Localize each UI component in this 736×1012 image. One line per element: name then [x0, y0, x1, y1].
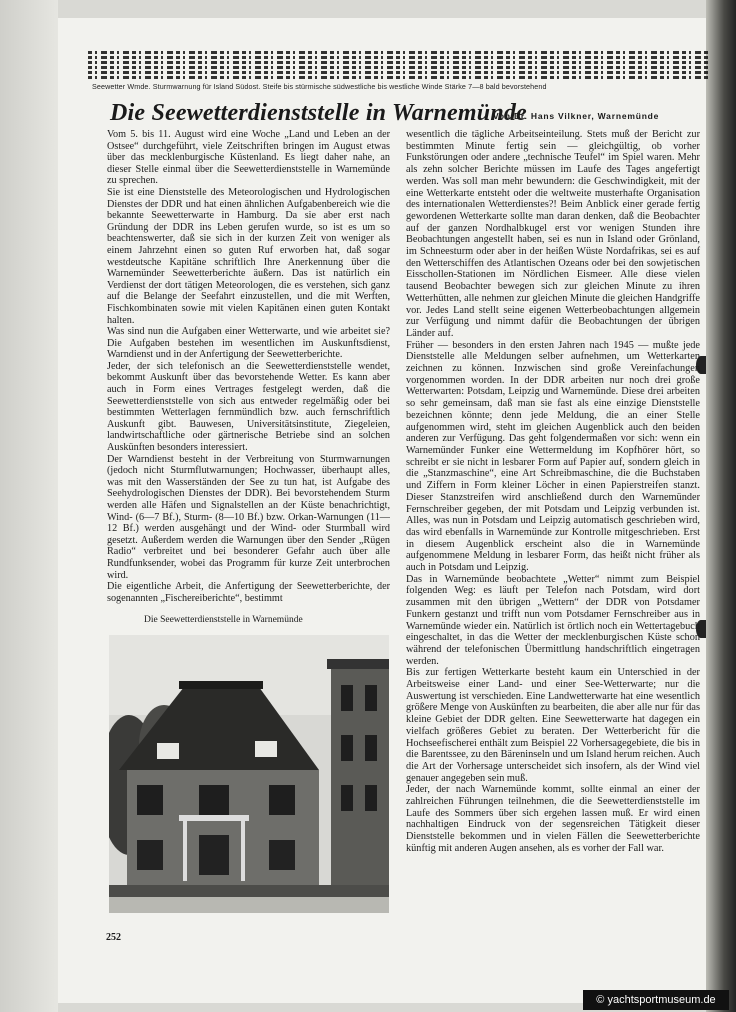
source-watermark: © yachtsportmuseum.de [583, 990, 729, 1010]
book-spine-shadow [706, 0, 736, 1012]
weather-station-building-image [109, 635, 389, 913]
morse-code-strip [88, 49, 708, 79]
headline-row [110, 100, 710, 128]
page-number: 252 [106, 932, 121, 943]
page-left-margin [0, 0, 58, 1012]
paragraph: Früher — besonders in den ersten Jahren nach 1945 — mußte jede Dienststelle alle Meldungen selber aufnehmen, um Wetterkarten zeichnen zu können. Inzwischen sind große Vereinfachungen vorgenommen worden. In der DDR arbeiten nur noch drei große Wetterwarten: Potsdam, Leipzig und Warnemünde. Diese drei arbeiten so sehr gemeinsam, daß man sie fast als eine einzige Dienststelle bezeichnen könnte; denn jede Meldung, die an einer Stelle aufgenommen wird, steht im gleichen Augenblick auch den beiden anderen zur Verfügung. Das geht folgendermaßen vor sich: wenn ein Warnemünder Funker eine Wettermeldung im Kopfhörer hört, so schreibt er sie nicht in lesbarer Form auf Papier auf, sondern gleich in die „Stanzmaschine“, eine Art Schreibmaschine, die die Buchstaben und Ziffern in Form kleiner Löcher in einen Papierstreifen stanzt. Dieser Stanzstreifen wird anschließend durch den Warnemünder Fernschreiber gegeben, der mit Potsdam und Leipzig verbunden ist. Alles, was nun in Potsdam und Leipzig automatisch geschrieben wird, das wird ebenfalls in Warnemünde zur Kontrolle mitgeschrieben. Erst in diesem Augenblick erscheint also die in Warnemünde aufgenommene Meldung in lesbarer Form, das heißt nicht früher als auch in Potsdam und Leipzig. [406, 339, 700, 574]
paragraph: Was sind nun die Aufgaben einer Wetterwarte, und wie arbeitet sie? Die Aufgaben bestehen im wesentlichen im Auskunftsdienst, Warndienst und in der Anfertigung der Seewetterberichte. [107, 326, 390, 361]
article-title: Die Seewetterdienststelle in Warnemünde [110, 100, 527, 126]
paragraph: Bis zur fertigen Wetterkarte besteht kaum ein Unterschied in der Arbeitsweise einer Land- und einer See-Wetterwarte; nur die Auswertung ist verschieden. Eine Landwetterwarte hat eine wesentlich größere Menge von Auskünften zu bearbeiten, die aber alle nur für das kleine Gebiet der DDR gelten. Eine Seewetterwarte hat dagegen ein vielfach größeres Gebiet zu beraten. Der Wetterbericht für die Hochseefischerei enthält zum Beispiel 22 Vorhersagegebiete, die bis in die Barentssee, zu den Bäreninseln und um Island herum reichen. Auch die Art der Vorhersage unterscheidet sich insofern, als der Wind viel genauer angegeben sein muß. [406, 667, 700, 784]
paragraph: Jeder, der nach Warnemünde kommt, sollte einmal an einer der zahlreichen Führungen teilnehmen, die die Seewetterdienststelle im Laufe des Sommers über sich ergehen lassen muß. Er wird einen nachhaltigen Eindruck von der segensreichen Tätigkeit dieser Dienststelle bekommen und in vielen Fällen die Seewetterberichte künftig mit anderen Augen ansehen, als es vorher der Fall war. [406, 784, 700, 854]
text-column-right [406, 129, 700, 855]
paragraph: Sie ist eine Dienststelle des Meteorologischen und Hydrologischen Dienstes der DDR und hat einen ähnlichen Aufgabenbereich wie die bekannte Seewetterwarte in Hamburg. Da sie aber erst nach Gründung der DDR ins Leben gerufen wurde, so ist es um so beachtenswerter, daß sie sich in der kurzen Zeit von weniger als einem Jahrzehnt einen so guten Ruf erworben hat, daß sogar westdeutsche Kapitäne schriftlich Ihre Anerkennung über die Warnemünder Seewetterberichte äußern. Das ist natürlich ein Verdienst der dort tätigen Meteorologen, die es verstehen, sich ganz auf die Belange der Seefahrt einzustellen, und die mit Werften, Fischkombinaten sowie mit vielen Kapitänen einen guten Kontakt halten. [107, 186, 390, 326]
building-photo [109, 635, 389, 913]
article-byline: Von Dr. Hans Vilkner, Warnemünde [493, 111, 660, 121]
paragraph: Die eigentliche Arbeit, die Anfertigung der Seewetterberichte, der sogenannten „Fischereiberichte“, bestimmt [107, 581, 390, 604]
paragraph: Jeder, der sich telefonisch an die Seewetterdienststelle wendet, bekommt Auskunft über das bevorstehende Wetter. Es kann aber auch in Form eines Vertrages festgelegt werden, daß die Seewetterdienststelle von sich aus entweder regelmäßig oder bei bestimmten Wetterlagen fernmündlich bzw. auch fernschriftlich Auskunft gibt. Bauwesen, Universitätsinstitute, Ziegeleien, landwirtschaftliche oder gärtnerische Betriebe sind an solchen Auskünften besonders interessiert. [107, 360, 390, 454]
paragraph: Das in Warnemünde beobachtete „Wetter“ nimmt zum Beispiel folgenden Weg: es läuft per Telefon nach Potsdam, wird dort zusammen mit den übrigen „Wettern“ der DDR von Potsdamer Funkern gestanzt und trifft nun vom Potsdamer Fernschreiber aus in Warnemünde wieder ein. Natürlich ist örtlich noch ein Wettertagebuch eingeschaltet, in das die Wetter der mecklenburgischen Küste schon während der telefonischen Übermittlung handschriftlich eingetragen werden. [406, 573, 700, 667]
paragraph: Vom 5. bis 11. August wird eine Woche „Land und Leben an der Ostsee“ durchgeführt, viele Zeitschriften bringen im August etwas über das mecklenburgische Küstenland. Es liegt daher nahe, an dieser Stelle einmal über die Seewetterdienststelle in Warnemünde zu sprechen. [107, 129, 390, 187]
paragraph: Der Warndienst besteht in der Verbreitung von Sturmwarnungen (jedoch nicht Sturmflutwarnungen; Hochwasser, überhaupt alles, was mit den Wasserständen der See zu tun hat, ist Aufgabe des Seehydrologischen Dienstes der DDR). Bei bevorstehendem Sturm werden alle Häfen und Signalstellen an der Küste benachrichtigt, Wind- (6—7 Bf.), Sturm- (8—10 Bf.) bzw. Orkan-Warnungen (11—12 Bf.) werden ausgehängt und der Wind- oder Sturmball wird gesetzt. Außerdem werden die Warnungen über den Sender „Rügen Radio“ verbreitet und bei besonderer Gefahr auch über alle Rundfunksender, wobei das Programm für kurze Zeit unterbrochen wird. [107, 453, 390, 581]
text-column-left [107, 129, 390, 604]
morse-translation-caption: Seewetter Wmde. Sturmwarnung für Island Südost. Steife bis stürmische südwestliche bis westliche Winde Stärke 7—8 bald bevorstehend [92, 82, 547, 91]
photo-caption: Die Seewetterdienststelle in Warnemünde [144, 615, 303, 625]
paragraph: wesentlich die tägliche Arbeitseinteilung. Stets muß der Bericht zur bestimmten Minute fertig sein — gleichgültig, ob vorher Funkstörungen oder andere „technische Teufel“ im Spiel waren. Mehr als zehn solcher Berichte müssen im Laufe des Tages angefertigt werden. Was soll man mehr bewundern: die Geschwindigkeit, mit der eine Wetterkarte entsteht oder die weltweite musterhafte Organisation des internationalen Wetterdienstes?! Beim Anblick einer gerade fertig gewordenen Wetterkarte sollte man daran denken, daß die Beobachter auf der ganzen Nordhalbkugel erst vor wenigen Stunden ihre Beobachtungen angestellt haben, sei es nun in Island oder Grönland, im Schneesturm oder aber in der heißen Wüste Nordafrikas, sei es auf den Wetterschiffen des Atlantischen Ozeans oder bei den sowjetischen Eisschollen-Stationen im Nördlichen Eismeer. Alle diese vielen tausend Beobachter bewegen sich zur gleichen Minute zu ihren Wetterhütten, alle nehmen zur gleichen Minute die gleichen Handgriffe vor. Jedes Land stellt seine eigenen Wetterbeobachtungen allgemein zur Verfügung und nimmt dafür die Beobachtungen der übrigen Länder auf. [406, 129, 700, 339]
